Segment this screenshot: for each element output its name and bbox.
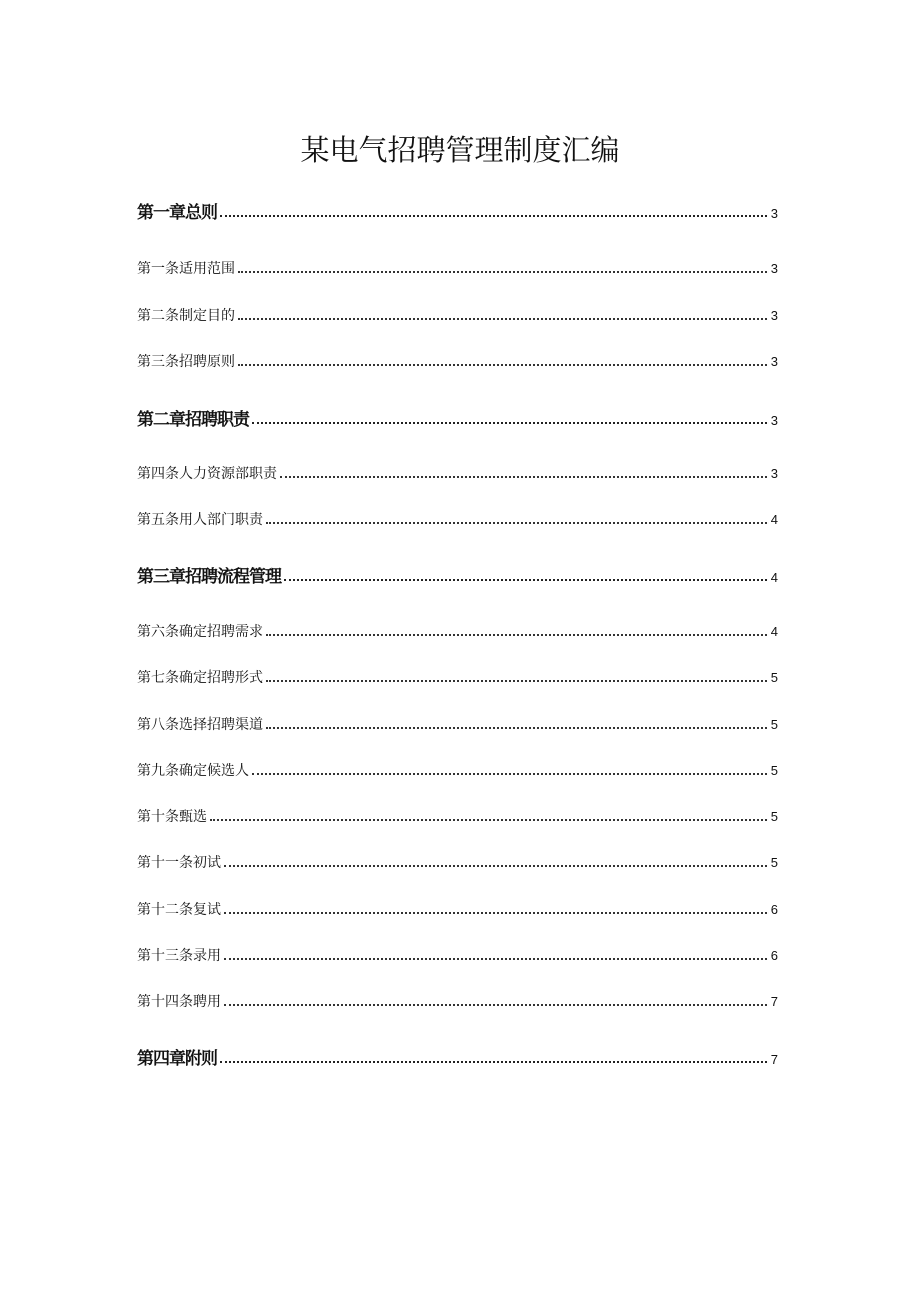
toc-entry-label: 第八条选择招聘渠道 <box>137 717 263 733</box>
toc-leader-dots <box>210 819 767 821</box>
toc-page-number: 5 <box>770 809 778 824</box>
toc-leader-dots <box>266 522 767 524</box>
toc-entry-chapter-1[interactable] <box>137 198 778 223</box>
toc-leader-dots <box>252 422 767 424</box>
toc-entry-article-6[interactable] <box>137 621 778 641</box>
toc-leader-dots <box>238 364 767 366</box>
toc-page-number: 3 <box>770 354 778 369</box>
toc-entry-label: 第十四条聘用 <box>137 994 221 1010</box>
toc-entry-article-3[interactable] <box>137 351 778 371</box>
toc-entry-article-8[interactable] <box>137 714 778 734</box>
toc-page-number: 7 <box>770 994 778 1009</box>
toc-entry-article-13[interactable] <box>137 945 778 965</box>
toc-page-number: 5 <box>770 855 778 870</box>
toc-entry-label: 第二条制定目的 <box>137 308 235 324</box>
toc-entry-article-2[interactable] <box>137 305 778 325</box>
toc-leader-dots <box>266 634 767 636</box>
toc-page-number: 3 <box>770 206 778 221</box>
toc-entry-article-9[interactable] <box>137 760 778 780</box>
toc-entry-article-7[interactable] <box>137 667 778 687</box>
toc-entry-label: 第三条招聘原则 <box>137 354 235 370</box>
toc-leader-dots <box>266 680 767 682</box>
toc-page-number: 6 <box>770 948 778 963</box>
toc-entry-label: 第七条确定招聘形式 <box>137 670 263 686</box>
toc-page-number: 4 <box>770 512 778 527</box>
toc-entry-article-4[interactable] <box>137 463 778 483</box>
toc-entry-label: 第一条适用范围 <box>137 261 235 277</box>
toc-page-number: 6 <box>770 902 778 917</box>
toc-entry-chapter-3[interactable] <box>137 562 778 587</box>
toc-leader-dots <box>224 1004 767 1006</box>
toc-entry-label: 第十二条复试 <box>137 902 221 918</box>
toc-leader-dots <box>220 215 767 217</box>
toc-entry-article-11[interactable] <box>137 852 778 872</box>
toc-page-number: 3 <box>770 413 778 428</box>
toc-page-number: 5 <box>770 763 778 778</box>
toc-leader-dots <box>280 476 767 478</box>
toc-leader-dots <box>224 865 767 867</box>
toc-entry-chapter-4[interactable] <box>137 1044 778 1069</box>
toc-leader-dots <box>224 912 767 914</box>
toc-entry-article-14[interactable] <box>137 991 778 1011</box>
toc-entry-article-1[interactable] <box>137 258 778 278</box>
toc-entry-label: 第二章招聘职责 <box>137 410 249 430</box>
toc-leader-dots <box>266 727 767 729</box>
toc-page-number: 3 <box>770 308 778 323</box>
toc-leader-dots <box>220 1061 767 1063</box>
toc-entry-label: 第十三条录用 <box>137 948 221 964</box>
toc-leader-dots <box>284 579 767 581</box>
toc-page-number: 7 <box>770 1052 778 1067</box>
toc-leader-dots <box>224 958 767 960</box>
toc-entry-label: 第一章总则 <box>137 203 217 223</box>
toc-entry-label: 第九条确定候选人 <box>137 763 249 779</box>
toc-entry-label: 第十条甄选 <box>137 809 207 825</box>
toc-entry-label: 第四条人力资源部职责 <box>137 466 277 482</box>
toc-leader-dots <box>238 318 767 320</box>
toc-page-number: 3 <box>770 261 778 276</box>
toc-entry-label: 第四章附则 <box>137 1049 217 1069</box>
toc-entry-label: 第六条确定招聘需求 <box>137 624 263 640</box>
toc-entry-label: 第三章招聘流程管理 <box>137 567 281 587</box>
toc-page-number: 3 <box>770 466 778 481</box>
toc-entry-chapter-2[interactable] <box>137 405 778 430</box>
toc-page-number: 4 <box>770 570 778 585</box>
toc-entry-article-12[interactable] <box>137 899 778 919</box>
toc-entry-article-10[interactable] <box>137 806 778 826</box>
toc-entry-label: 第五条用人部门职责 <box>137 512 263 528</box>
toc-page-number: 5 <box>770 670 778 685</box>
toc-leader-dots <box>238 271 767 273</box>
toc-page-number: 5 <box>770 717 778 732</box>
toc-page-number: 4 <box>770 624 778 639</box>
document-title: 某电气招聘管理制度汇编 <box>300 133 620 167</box>
toc-entry-label: 第十一条初试 <box>137 855 221 871</box>
toc-entry-article-5[interactable] <box>137 509 778 529</box>
toc-leader-dots <box>252 773 767 775</box>
